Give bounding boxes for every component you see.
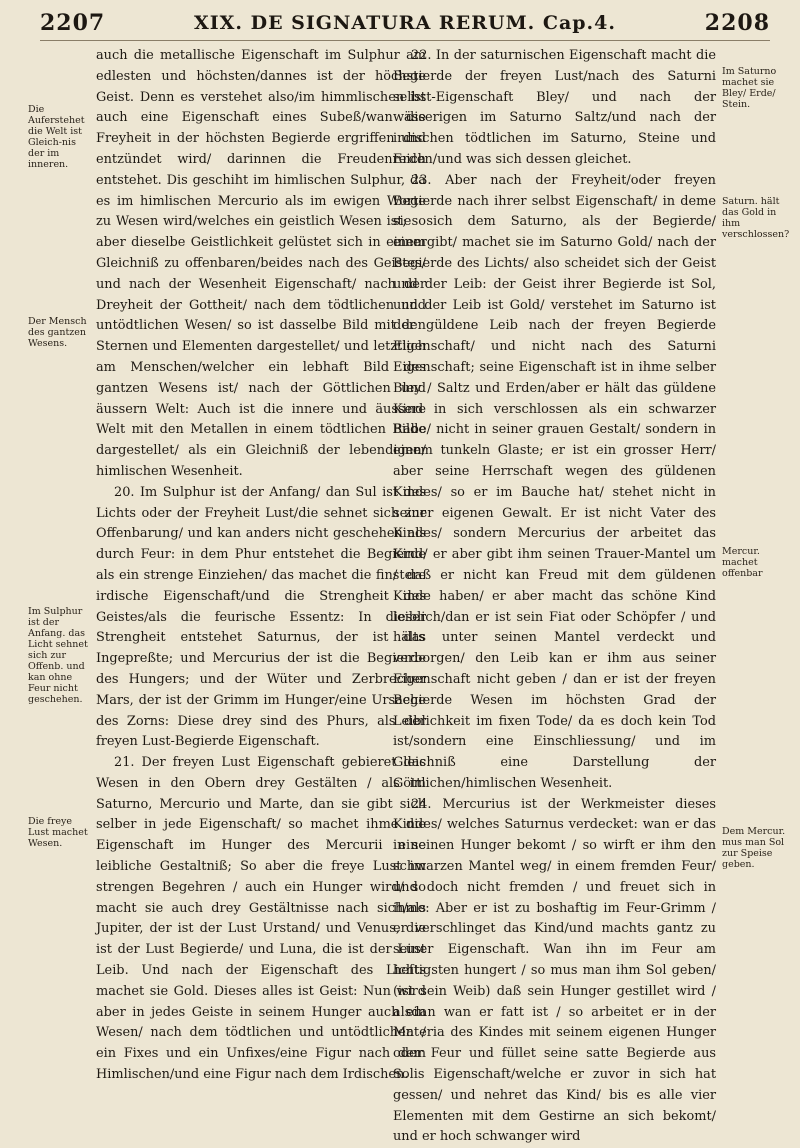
margin-note: Im Saturno machet sie Bley/ Erde/ Stein. bbox=[722, 66, 777, 110]
margin-note: Die Auferstehet die Welt ist Gleich-nis der im inneren. bbox=[28, 104, 85, 170]
right-text-column bbox=[393, 46, 716, 1148]
page-number-right: 2208 bbox=[704, 10, 770, 36]
margin-note: Der Mensch des gantzen Wesens. bbox=[28, 316, 87, 349]
left-text-column bbox=[96, 46, 426, 1086]
margin-note: Die freye Lust machet Wesen. bbox=[28, 816, 88, 849]
paragraph: 20. Im Sulphur ist der Anfang/ dan Sul ist des Lichts oder der Freyheit Lust/die sehnet sich zur Offenbarung/ und kan anders nicht geschehen als durch Feur: in dem Phur entstehet die Begierde als ein strenge Einziehen/ das machet die finstere irdische Eigenschaft/und die Strengheit des Geistes/als die feurische Essentz: In dieser Strengheit entstehet Saturnus, der ist das Ingepreßte; und Mercurius der ist die Begierde des Hungers; und der Wüter und Zerbrecher Mars, der ist der Grimm im Hunger/eine Ursache des Zorns: Diese drey sind des Phurs, als der freyen Lust-Begierde Eigenschaft. bbox=[96, 484, 426, 750]
margin-note: Saturn. hält das Gold in ihm verschlossen? bbox=[722, 196, 790, 240]
paragraph: 24. Mercurius ist der Werkmeister dieses Kindes/ welches Saturnus verdecket: wan er das in seinen Hunger bekomt / so wirft er ihm den schwarzen Mantel weg/ in einem fremden Feur/ und doch nicht fremden / und freuet sich in ihme: Aber er ist zu boshaftig im Feur-Grimm / er verschlinget das Kind/und machts gantz zu seiner Eigenschaft. Wan ihn im Feur am heftigsten hungert / so mus man ihm Sol geben/ (ist sein Weib) daß sein Hunger gestillet wird / alsdan wan er fatt ist / so arbeitet er in der Materia des Kindes mit seinem eigenen Hunger oder Feur und füllet seine satte Begierde aus Solis Eigenschaft/welche er zuvor in sich hat gessen/ und nehret das Kind/ bis es alle vier Elementen mit dem Gestirne an sich bekomt/ und er hoch schwanger wird bbox=[393, 796, 716, 1145]
page-number-left: 2207 bbox=[40, 10, 106, 36]
margin-note: Im Sulphur ist der Anfang. das Licht sehnet sich zur Offenb. und kan ohne Feur nicht geschehen. bbox=[28, 606, 88, 705]
paragraph: 22. In der saturnischen Eigenschaft macht die Begierde der freyen Lust/nach des Saturni selbst-Eigenschaft Bley/ und nach der wässerigen im Saturno Saltz/und nach der irdischen tödtlichen im Saturno, Steine und Erden/und was sich dessen gleichet. bbox=[393, 48, 716, 167]
margin-note: Mercur. machet offenbar bbox=[722, 546, 763, 579]
running-title: XIX. DE SIGNATURA RERUM. Cap.4. bbox=[194, 12, 616, 34]
margin-note: Dem Mercur. mus man Sol zur Speise geben. bbox=[722, 826, 786, 870]
paragraph: auch die metallische Eigenschaft im Sulphur am edlesten und höchsten/dannes ist der höchste Geist. Denn es verstehet also/im himmlischen ist auch eine Eigenschaft eines Subeß/wan die Freyheit in der höchsten Begierde ergriffen und entzündet wird/ darinnen die Freudenreich entstehet. Dis geschiht im himlischen Sulphur, da es im himlischen Mercurio als im ewigen Worte zu Wesen wird/welches ein geistlich Wesen ist; so aber dieselbe Geistlichkeit gelüstet sich in einem Gleichniß zu offenbaren/beides nach des Geistes/ und nach der Wesenheit Eigenschaft/ nach der Dreyheit der Gottheit/ nach dem tödtlichen und untödtlichen Wesen/ so ist dasselbe Bild mit den Sternen und Elementen dargestellet/ und letztlich am Menschen/welcher ein lebhaft Bild des gantzen Wesens ist/ nach der Göttlichen und äussern Welt: Auch ist die innere und äussere Welt mit den Metallen in einem tödtlichen Bilde dargestellet/ als ein Gleichniß der lebendigen/ himlischen Wesenheit. bbox=[96, 48, 426, 479]
running-header bbox=[40, 6, 770, 41]
paragraph: 23. Aber nach der Freyheit/oder freyen Begierde nach ihrer selbst Eigenschaft/ in deme sie sich dem Saturno, als der Begierde/ einergibt/ machet sie im Saturno Gold/ nach der Begierde des Lichts/ also scheidet sich der Geist und der Leib: der Geist ihrer Begierde ist Sol, und der Leib ist Gold/ verstehet im Saturno ist der güldene Leib nach der freyen Begierde Eigenschaft/ und nicht nach des Saturni Eigenschaft; seine Eigenschaft ist in ihme selber Bley / Saltz und Erden/aber er hält das güldene Kind in sich verschlossen als ein schwarzer Rabe/ nicht in seiner grauen Gestalt/ sondern in einem tunkeln Glaste; er ist ein grosser Herr/ aber seine Herrschaft wegen des güldenen Kindes/ so er im Bauche hat/ stehet nicht in seiner eigenen Gewalt. Er ist nicht Vater des Kindes/ sondern Mercurius der arbeitet das Kind/ er aber gibt ihm seinen Trauer-Mantel um / daß er nicht kan Freud mit dem güldenen Kinde haben/ er aber macht das schöne Kind leiblich/dan er ist sein Fiat oder Schöpfer / und hälts unter seinen Mantel verdeckt und verborgen/ den Leib kan er ihm aus seiner Eigenschaft nicht geben / dan er ist der freyen Begierde Wesen im höchsten Grad der Leiblichkeit im fixen Tode/ da es doch kein Tod ist/sondern eine Einschliessung/ und im Gleichniß eine Darstellung der Göttlichen/himlischen Wesenheit. bbox=[393, 172, 716, 791]
paragraph: 21. Der freyen Lust Eigenschaft gebieret das Wesen in den Obern drey Gestälten / als im Saturno, Mercurio und Marte, dan sie gibt sich selber in jede Eigenschaft/ so machet ihme die Eigenschaft im Hunger des Mercurii eine leibliche Gestaltniß; So aber die freye Lust im strengen Begehren / auch ein Hunger wird/ so macht sie auch drey Gestältnisse nach sich/als Jupiter, der ist der Lust Urstand/ und Venus, die ist der Lust Begierde/ und Luna, die ist der Lust Leib. Und nach der Eigenschaft des Lichts machet sie Gold. Dieses alles ist Geist: Nun wird aber in jedes Geiste in seinem Hunger auch ein Wesen/ nach dem tödtlichen und untödtlichen / ein Fixes und ein Unfixes/eine Figur nach dem Himlischen/und eine Figur nach dem Irdischen. bbox=[96, 755, 426, 1083]
